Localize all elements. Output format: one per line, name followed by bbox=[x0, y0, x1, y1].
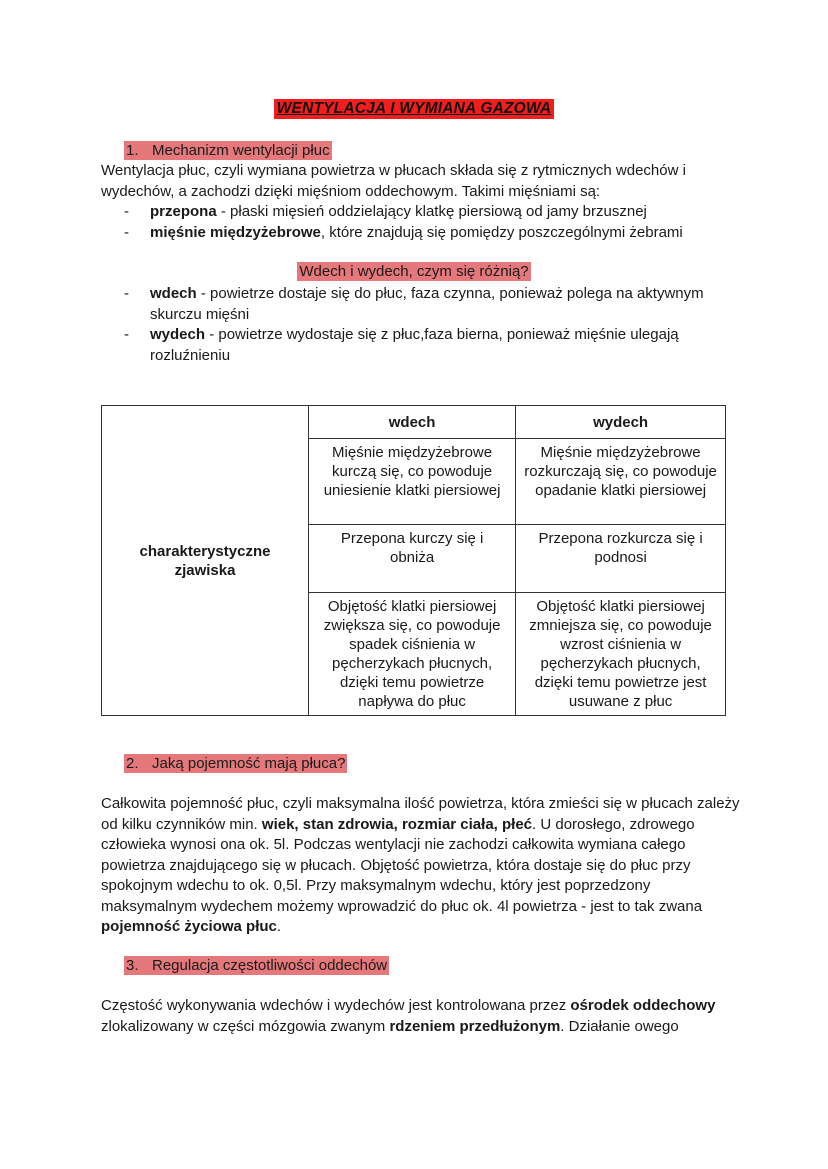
text-span: . U dorosłego, zdrowego człowieka wynosi ona ok. 5l. Podczas wentylacji nie zachodzi całkowita wymiana całego powietrza znajdującego się w płucach. Objętość powietrza, która dostaje się do płuc przy spokojnym wdechu to ok. 0,5l. Przy maksymalnym wdechu, który jest poprzedzony maksymalnym wydechem możemy wprowadzić do płuc ok. 4l powietrza - jest to tak zwana bbox=[101, 815, 703, 915]
list-item bbox=[101, 325, 741, 366]
bold-span: wiek, stan zdrowia, rozmiar ciała, płeć bbox=[261, 815, 533, 833]
section3-number: 3. bbox=[126, 957, 139, 974]
row-header-label: charakterystyczne zjawiska bbox=[139, 542, 271, 579]
term: wydech bbox=[150, 326, 206, 343]
section1-heading bbox=[124, 142, 332, 159]
section1-title: Mechanizm wentylacji płuc bbox=[152, 142, 330, 159]
section1-intro: Wentylacja płuc, czyli wymiana powietrza w płucach składa się z rytmicznych wdechów i wydechów, a zachodzi dzięki mięśniom oddechowym. Takimi mięśniami są: bbox=[101, 162, 686, 200]
table-cell: Mięśnie międzyżebrowe rozkurczają się, co powoduje opadanie klatki piersiowej bbox=[516, 439, 726, 525]
definition: , które znajdują się pomiędzy poszczególnymi żebrami bbox=[320, 223, 683, 241]
table-cell: Objętość klatki piersiowej zmniejsza się, co powoduje wzrost ciśnienia w pęcherzykach płucnych, dzięki temu powietrze jest usuwane z płuc bbox=[516, 593, 726, 716]
section2-heading bbox=[124, 755, 347, 772]
section2-number: 2. bbox=[126, 755, 139, 772]
bullet-dash: - bbox=[124, 285, 129, 302]
list-item bbox=[101, 202, 741, 223]
subheading: Wdech i wydech, czym się różnią? bbox=[299, 263, 529, 280]
term: wdech bbox=[150, 285, 197, 302]
section3-heading bbox=[124, 957, 389, 974]
text-span: zlokalizowany w części mózgowia zwanym bbox=[101, 1017, 390, 1035]
bullet-dash: - bbox=[124, 203, 129, 220]
text-span: . bbox=[276, 918, 282, 935]
text-span: . Działanie owego bbox=[560, 1017, 679, 1035]
title-container bbox=[0, 99, 828, 119]
document-title: WENTYLACJA I WYMIANA GAZOWA bbox=[274, 99, 555, 119]
text-span: Częstość wykonywania wdechów i wydechów jest kontrolowana przez bbox=[101, 997, 571, 1014]
text-span: Całkowita pojemność płuc, czyli maksymalna ilość powietrza, która zmieści się w płucach zależy od kilku czynników min. bbox=[101, 795, 740, 833]
row-header-cell bbox=[102, 406, 309, 716]
bullet-dash: - bbox=[124, 223, 129, 241]
section3-title: Regulacja częstotliwości oddechów bbox=[152, 957, 388, 974]
section3-heading-highlight bbox=[124, 956, 389, 975]
section1-heading-highlight bbox=[124, 141, 332, 160]
column-header-wdech: wdech bbox=[309, 406, 516, 439]
bold-span: rdzeniem przedłużonym bbox=[389, 1017, 561, 1035]
section2-title: Jaką pojemność mają płuca? bbox=[152, 755, 346, 772]
section2-paragraph bbox=[101, 794, 741, 938]
table-header-row bbox=[102, 406, 726, 439]
list-item bbox=[101, 284, 741, 325]
table-cell: Objętość klatki piersiowej zwiększa się, co powoduje spadek ciśnienia w pęcherzykach płucnych, dzięki temu powietrze napływa do płuc bbox=[309, 593, 516, 716]
table-cell: Przepona rozkurcza się i podnosi bbox=[516, 525, 726, 593]
definition: - płaski mięsień oddzielający klatkę piersiową od jamy brzusznej bbox=[216, 203, 647, 220]
comparison-table bbox=[101, 405, 726, 716]
definition: - powietrze wydostaje się z płuc,faza bierna, ponieważ mięśnie ulegają rozluźnieniu bbox=[150, 326, 679, 364]
phases-list bbox=[101, 284, 741, 366]
column-header-wydech: wydech bbox=[516, 406, 726, 439]
table-cell: Przepona kurczy się i obniża bbox=[309, 525, 516, 593]
term: mięśnie międzyżebrowe bbox=[150, 223, 321, 241]
bullet-dash: - bbox=[124, 326, 129, 343]
section3-paragraph bbox=[101, 996, 741, 1037]
table-cell: Mięśnie międzyżebrowe kurczą się, co powoduje uniesienie klatki piersiowej bbox=[309, 439, 516, 525]
section1-number: 1. bbox=[126, 142, 139, 159]
subheading-container bbox=[0, 263, 828, 280]
bold-span: pojemność życiowa płuc bbox=[101, 918, 277, 935]
bold-span: ośrodek oddechowy bbox=[570, 997, 716, 1014]
section2-heading-highlight bbox=[124, 754, 347, 773]
term: przepona bbox=[150, 203, 217, 220]
definition: - powietrze dostaje się do płuc, faza czynna, ponieważ polega na aktywnym skurczu mięśni bbox=[150, 285, 704, 323]
muscles-list bbox=[101, 202, 741, 243]
list-item bbox=[101, 223, 741, 244]
